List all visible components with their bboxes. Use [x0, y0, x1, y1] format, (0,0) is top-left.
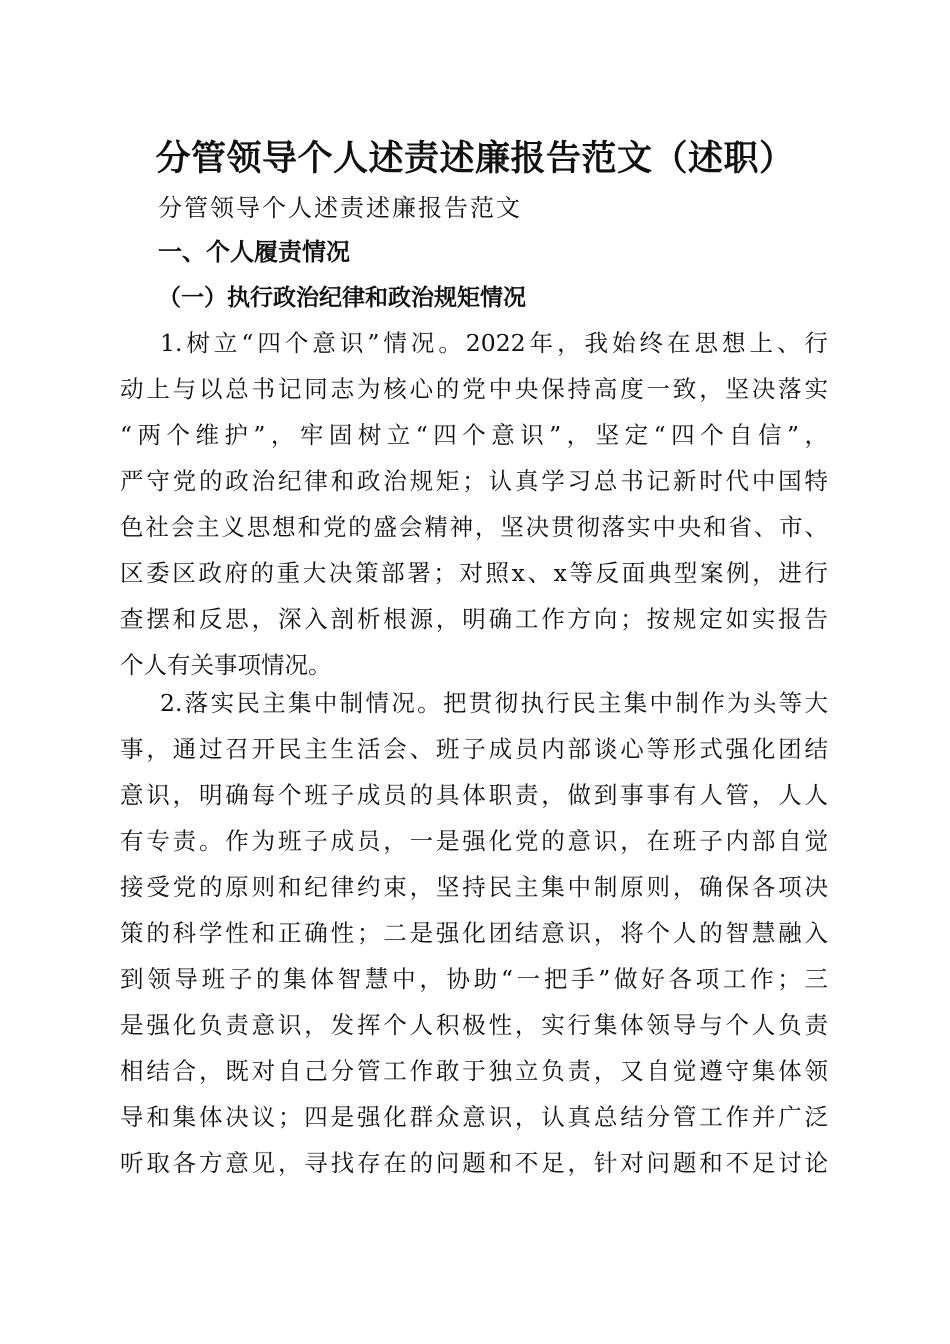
paragraph-line: 2.落实民主集中制情况。把贯彻执行民主集中制作为头等大	[160, 689, 828, 717]
document-subtitle: 分管领导个人述责述廉报告范文	[158, 194, 522, 222]
paragraph-line: 严守党的政治纪律和政治规矩；认真学习总书记新时代中国特	[120, 467, 828, 495]
paragraph-line: 区委区政府的重大决策部署；对照x、x等反面典型案例，进行	[120, 559, 828, 587]
paragraph-line: 动上与以总书记同志为核心的党中央保持高度一致，坚决落实	[120, 375, 828, 403]
paragraph-line: 查摆和反思，深入剖析根源，明确工作方向；按规定如实报告	[120, 605, 828, 633]
paragraph-line: 色社会主义思想和党的盛会精神，坚决贯彻落实中央和省、市、	[120, 513, 828, 541]
paragraph-line: 接受党的原则和纪律约束，坚持民主集中制原则，确保各项决	[120, 873, 828, 901]
paragraph-line: 意识，明确每个班子成员的具体职责，做到事事有人管，人人	[120, 781, 828, 809]
paragraph-four-consciousness	[120, 320, 828, 688]
subsection-heading: （一）执行政治纪律和政治规矩情况	[158, 284, 526, 311]
paragraph-line: 是强化负责意识，发挥个人积极性，实行集体领导与个人负责	[120, 1011, 828, 1039]
document-title: 分管领导个人述责述廉报告范文（述职）	[155, 138, 795, 179]
paragraph-line: 导和集体决议；四是强化群众意识，认真总结分管工作并广泛	[120, 1103, 828, 1131]
paragraph-line: 1.树立“四个意识”情况。2022年，我始终在思想上、行	[160, 329, 828, 357]
paragraph-line: “两个维护”，牢固树立“四个意识”，坚定“四个自信”，	[120, 421, 828, 449]
section-heading: 一、个人履责情况	[158, 238, 350, 266]
paragraph-line: 到领导班子的集体智慧中，协助“一把手”做好各项工作；三	[120, 965, 828, 993]
paragraph-line: 相结合，既对自己分管工作敢于独立负责，又自觉遵守集体领	[120, 1057, 828, 1085]
paragraph-line: 事，通过召开民主生活会、班子成员内部谈心等形式强化团结	[120, 735, 828, 763]
paragraph-line: 有专责。作为班子成员，一是强化党的意识，在班子内部自觉	[120, 827, 828, 855]
paragraph-line: 个人有关事项情况。	[120, 651, 332, 679]
paragraph-democratic-centralism	[120, 680, 828, 1186]
paragraph-line: 听取各方意见，寻找存在的问题和不足，针对问题和不足讨论	[120, 1149, 828, 1177]
paragraph-line: 策的科学性和正确性；二是强化团结意识，将个人的智慧融入	[120, 919, 828, 947]
